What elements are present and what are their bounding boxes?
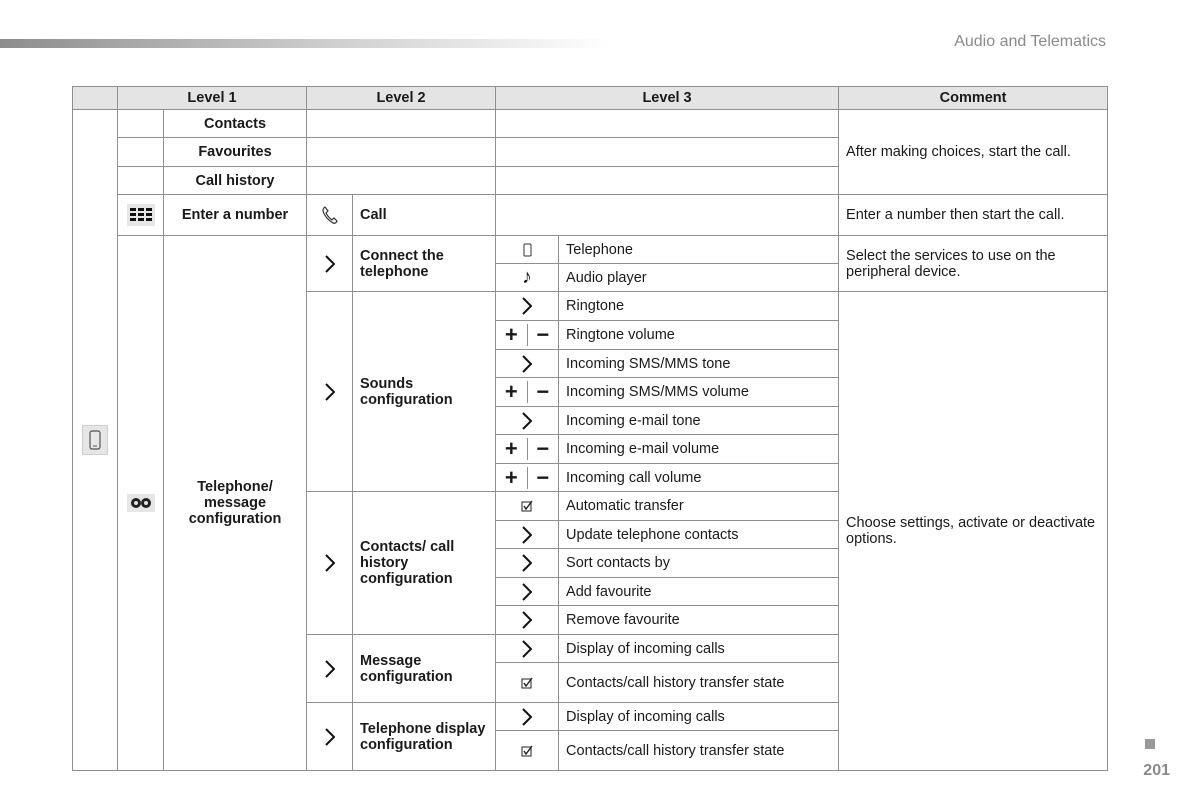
level2-contacts-history-config: Contacts/ call history configuration (353, 492, 496, 635)
chevron-right-icon (522, 612, 532, 628)
checkbox-icon (521, 675, 533, 691)
level3-add-favourite: Add favourite (559, 578, 839, 606)
column-header-level-2: Level 2 (307, 87, 496, 110)
music-note-icon: ♪ (522, 266, 533, 288)
table-row (73, 110, 1108, 138)
gears-icon (127, 495, 155, 511)
level2-call: Call (353, 195, 496, 236)
level3-audio-player: Audio player (559, 264, 839, 292)
level1-contacts: Contacts (164, 110, 307, 138)
section-title: Audio and Telematics (954, 33, 1106, 50)
level3-automatic-transfer: Automatic transfer (559, 492, 839, 521)
column-header-comment: Comment (839, 87, 1108, 110)
chevron-right-icon (325, 555, 335, 571)
checkbox-icon (521, 743, 533, 759)
level3-ringtone-volume: Ringtone volume (559, 321, 839, 350)
table-row (73, 195, 1108, 236)
level1-call-history: Call history (164, 167, 307, 195)
plus-icon: + (504, 379, 518, 404)
level3-sms-tone: Incoming SMS/MMS tone (559, 350, 839, 378)
level3-display-incoming-calls: Display of incoming calls (559, 635, 839, 663)
level2-message-config: Message configuration (353, 635, 496, 703)
page-number: 201 (1143, 762, 1170, 779)
phone-column (73, 110, 118, 771)
mobile-phone-icon (523, 242, 532, 258)
minus-icon: − (527, 467, 559, 489)
comment-select-services: Select the services to use on the peripheral device. (839, 236, 1108, 292)
chevron-right-icon (522, 412, 532, 428)
chevron-right-icon (522, 640, 532, 656)
column-header-level-1: Level 1 (118, 87, 307, 110)
handset-icon (321, 207, 339, 223)
plus-icon: + (504, 464, 518, 490)
comment-start-call: After making choices, start the call. (839, 110, 1108, 195)
level3-email-volume: Incoming e-mail volume (559, 435, 839, 464)
chevron-right-icon (522, 583, 532, 599)
level1-favourites: Favourites (164, 138, 307, 167)
plus-icon: + (504, 436, 518, 461)
page-marker (1145, 739, 1155, 749)
level3-transfer-state: Contacts/call history transfer state (559, 663, 839, 703)
header-gradient-bar (0, 39, 610, 48)
chevron-right-icon (522, 298, 532, 314)
chevron-right-icon (325, 383, 335, 399)
mobile-phone-icon (82, 425, 108, 455)
level2-connect-telephone: Connect the telephone (353, 236, 496, 292)
minus-icon: − (527, 324, 559, 346)
table-row (73, 236, 1108, 264)
level2-sounds-config: Sounds configuration (353, 292, 496, 492)
comment-enter-number: Enter a number then start the call. (839, 195, 1108, 236)
chevron-right-icon (325, 660, 335, 676)
level3-transfer-state: Contacts/call history transfer state (559, 731, 839, 771)
level3-sort-contacts: Sort contacts by (559, 549, 839, 578)
minus-icon: − (527, 381, 559, 403)
level3-display-incoming-calls: Display of incoming calls (559, 703, 839, 731)
level3-ringtone: Ringtone (559, 292, 839, 321)
chevron-right-icon (522, 708, 532, 724)
checkbox-icon (521, 498, 533, 514)
level3-telephone: Telephone (559, 236, 839, 264)
level3-call-volume: Incoming call volume (559, 464, 839, 492)
comment-choose-settings: Choose settings, activate or deactivate options. (839, 292, 1108, 771)
menu-table (72, 86, 1108, 771)
table-header-row (73, 87, 1108, 110)
chevron-right-icon (522, 526, 532, 542)
level3-update-contacts: Update telephone contacts (559, 521, 839, 549)
level1-telephone-message-config: Telephone/ message configuration (164, 236, 307, 771)
level3-sms-volume: Incoming SMS/MMS volume (559, 378, 839, 407)
level2-telephone-display-config: Telephone display configuration (353, 703, 496, 771)
level3-email-tone: Incoming e-mail tone (559, 407, 839, 435)
level1-enter-number: Enter a number (164, 195, 307, 236)
level3-remove-favourite: Remove favourite (559, 606, 839, 635)
chevron-right-icon (522, 555, 532, 571)
column-header-level-3: Level 3 (496, 87, 839, 110)
chevron-right-icon (522, 355, 532, 371)
minus-icon: − (527, 438, 559, 460)
plus-icon: + (504, 322, 518, 347)
chevron-right-icon (325, 255, 335, 271)
keypad-icon (127, 207, 155, 223)
chevron-right-icon (325, 728, 335, 744)
